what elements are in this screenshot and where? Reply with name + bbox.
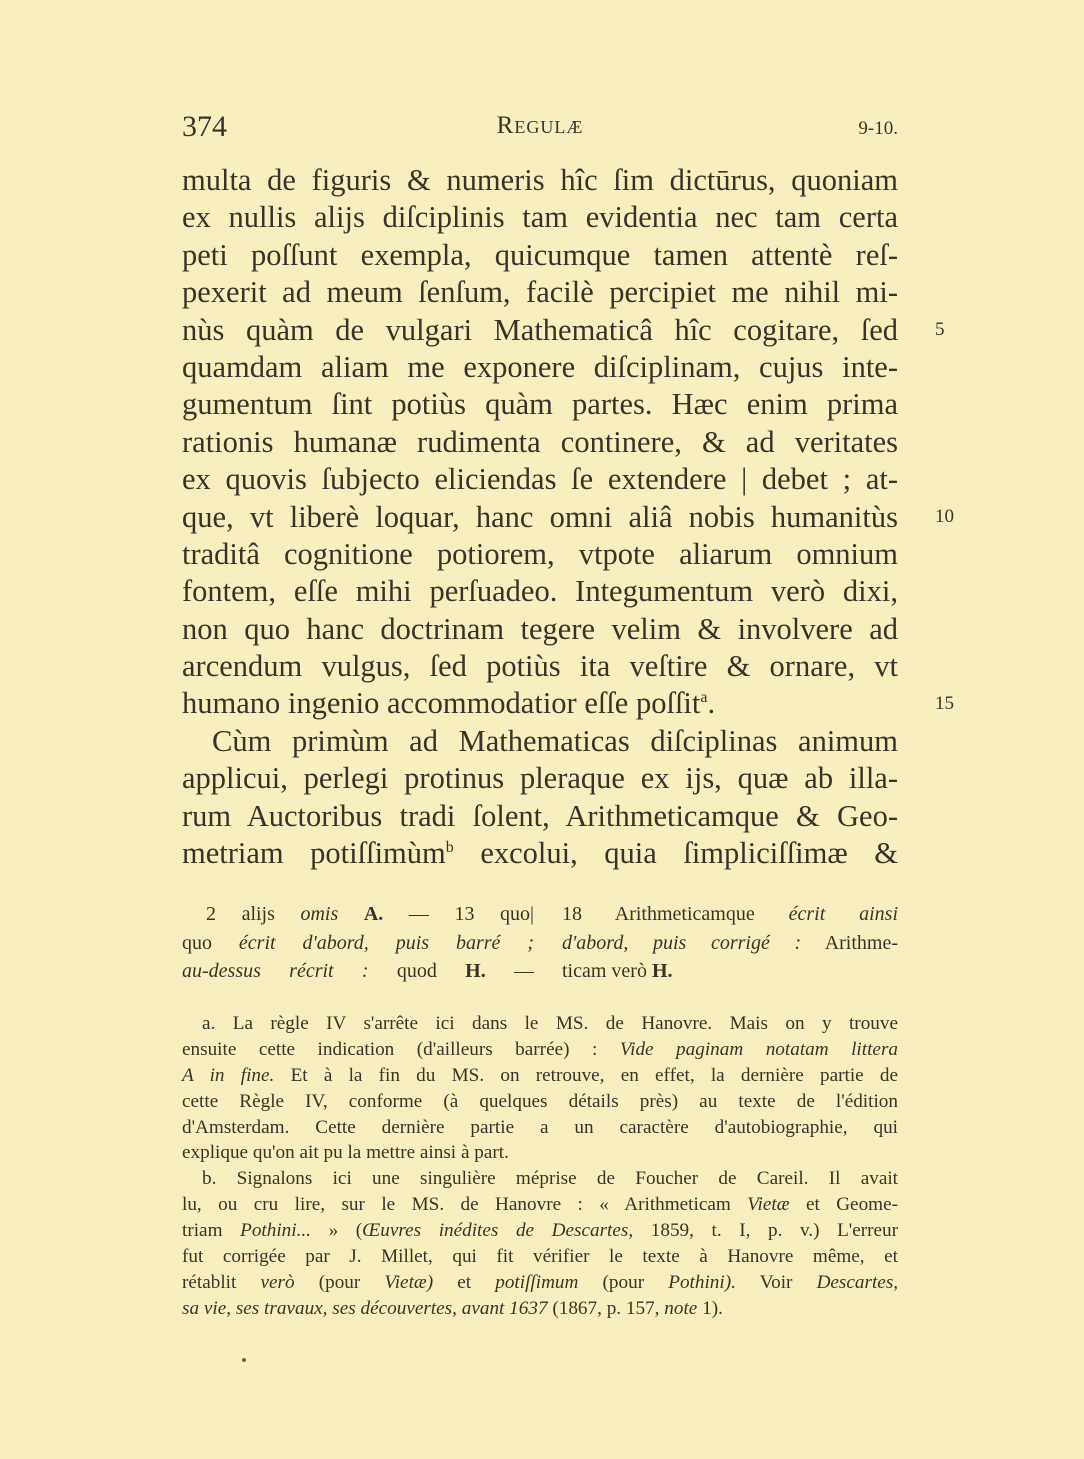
variants-right xyxy=(562,900,898,986)
note-line: explique qu'on ait pu la mettre ainsi à part. xyxy=(182,1142,509,1164)
note-line: A in fine. Et à la fin du MS. on retrouve, en effet, la dernière partie de xyxy=(182,1064,899,1086)
variant-line: d'abord, puis corrigé : Arithme- xyxy=(562,931,898,954)
footnote-marker-a: a xyxy=(700,689,708,707)
variant-line: quo écrit d'abord, puis barré ; xyxy=(182,931,534,954)
section-number: 9-10. xyxy=(858,118,898,139)
text-line xyxy=(182,835,898,872)
note-line: a. La règle IV s'arrête ici dans le MS. de Hanovre. Mais on y trouve xyxy=(202,1013,898,1034)
note-line: fut corrigée par J. Millet, qui fit vérifier le texte à Hanovre même, et xyxy=(182,1246,898,1268)
variants-left xyxy=(182,900,535,986)
text-line: Cùm primùm ad Mathematicas diſciplinas animum xyxy=(212,723,898,758)
variant-line: au-dessus récrit : quod H. — xyxy=(182,960,535,982)
text-line: multa de figuris & numeris hîc ſim dictūrus, quoniam xyxy=(182,163,898,197)
text-segment: excolui, quia ſimpliciſſimæ & xyxy=(453,836,898,871)
note-line: d'Amsterdam. Cette dernière partie a un caractère d'autobiographie, qui xyxy=(182,1116,898,1138)
note-line: cette Règle IV, conforme (à quelques détails près) au texte de l'édition xyxy=(182,1090,898,1112)
line-number: 10 xyxy=(935,506,954,527)
variant-line: 18 Arithmeticamque écrit ainsi xyxy=(562,903,899,925)
page-number: 374 xyxy=(182,110,227,143)
text-line: nùs quàm de vulgari Mathematicâ hîc cogitare, ſed xyxy=(182,312,898,347)
note-line: triam Pothini... » (Œuvres inédites de Descartes, 1859, t. I, p. v.) L'erreur xyxy=(182,1220,899,1242)
text-line: arcendum vulgus, ſed potiùs ita veſtire & ornare, vt xyxy=(182,649,898,684)
line-number: 5 xyxy=(935,319,945,340)
note-line: lu, ou cru lire, sur le MS. de Hanovre : « Arithmeticam Vietæ et Geome- xyxy=(182,1194,899,1216)
text-line: rationis humanæ rudimenta continere, & ad veritates xyxy=(182,424,898,459)
text-line: fontem, eſſe mihi perſuadeo. Integumentum verò dixi, xyxy=(182,574,898,609)
line-number: 15 xyxy=(935,693,954,714)
text-line: ex nullis alijs diſciplinis tam evidentia nec tam certa xyxy=(182,200,898,235)
text-line: traditâ cognitione potiorem, vtpote aliarum omnium xyxy=(182,536,898,571)
text-line: non quo hanc doctrinam tegere velim & involvere ad xyxy=(182,611,898,646)
text-line: que, vt liberè loquar, hanc omni aliâ nobis humanitùs xyxy=(182,499,898,534)
footnote-marker-b: b xyxy=(445,838,454,856)
text-line: gumentum ſint potiùs quàm partes. Hæc enim prima xyxy=(182,387,898,422)
text-segment: humano ingenio accommodatior eſſe poſſit xyxy=(182,686,701,721)
main-text xyxy=(182,162,898,872)
running-title: Regulæ xyxy=(496,112,584,139)
text-line: ex quovis ſubjecto eliciendas ſe extendere | debet ; at- xyxy=(182,462,898,497)
text-line: applicui, perlegi protinus pleraque ex ijs, quæ ab illa- xyxy=(182,761,898,796)
note-line: ensuite cette indication (d'ailleurs barrée) : Vide paginam notatam littera xyxy=(182,1038,898,1060)
variant-line: 2 alijs omis A. — 13 quo| xyxy=(206,903,535,925)
text-line: pexerit ad meum ſenſum, facilè percipiet me nihil mi- xyxy=(182,275,898,310)
note-line: rétablit verò (pour Vietæ) et potiſſimum (pour Pothini). Voir Descartes, xyxy=(182,1271,899,1293)
text-segment: metriam potiſſimùm xyxy=(182,836,446,871)
text-line: rum Auctoribus tradi ſolent, Arithmeticamque & Geo- xyxy=(182,798,898,833)
text-line: quamdam aliam me exponere diſciplinam, cujus inte- xyxy=(182,349,898,384)
variant-line: ticam verò H. xyxy=(562,960,673,982)
text-line: humano ingenio accommodatior eſſe poſſit$^a$. xyxy=(182,686,716,721)
footnotes xyxy=(182,1011,898,1322)
note-line: b. Signalons ici une singulière méprise de Foucher de Careil. Il avait xyxy=(202,1168,898,1190)
running-header xyxy=(182,110,898,150)
ink-speck xyxy=(242,1358,246,1362)
text-line: peti poſſunt exempla, quicumque tamen attentè reſ- xyxy=(182,237,898,272)
note-line: sa vie, ses travaux, ses découvertes, avant 1637 (1867, p. 157, note 1). xyxy=(182,1297,723,1319)
